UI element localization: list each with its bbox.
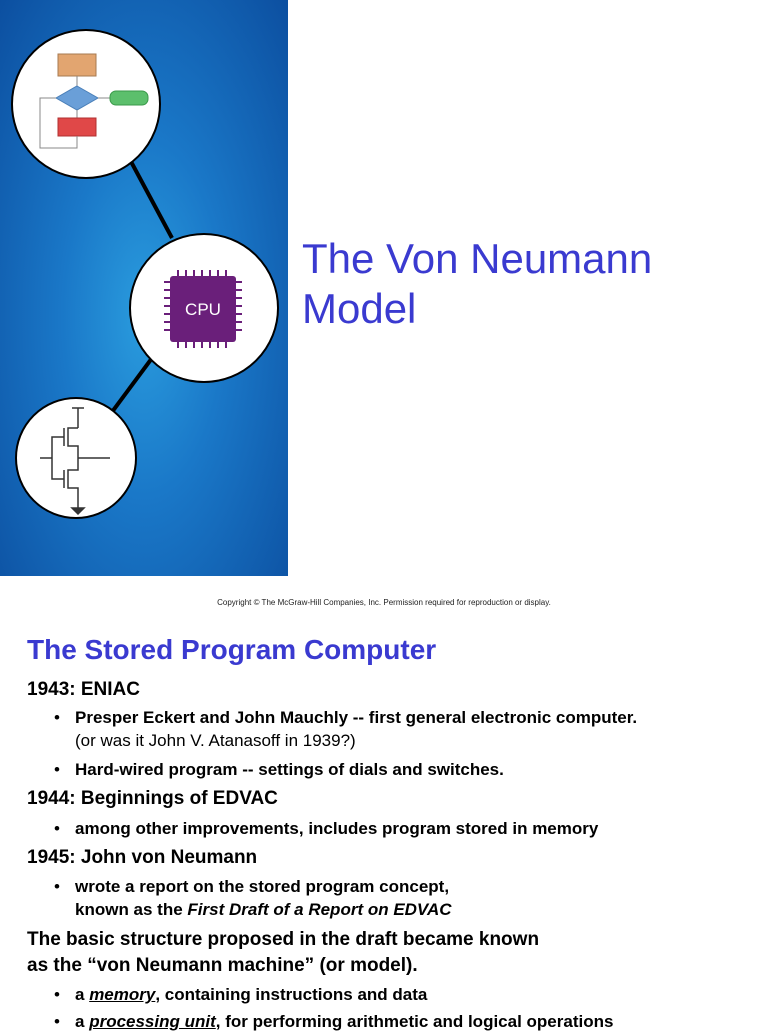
slide-title: The Stored Program Computer <box>27 634 437 665</box>
heading-1944: 1944: Beginnings of EDVAC <box>27 788 278 809</box>
term-memory: memory <box>89 985 156 1004</box>
slide-title: The Von Neumann Model <box>302 235 653 332</box>
bullet-icon: • <box>54 760 60 779</box>
copyright-notice: Copyright © The McGraw-Hill Companies, Inc. Permission required for reproduction or display. <box>217 598 551 607</box>
cpu-chip-icon <box>130 234 278 382</box>
heading-1943: 1943: ENIAC <box>27 679 140 700</box>
arrow-up-icon <box>128 156 172 238</box>
basic-structure-line-2: as the “von Neumann machine” (or model). <box>27 955 418 976</box>
term-processing-unit: processing unit <box>89 1012 216 1031</box>
bullet-icon: • <box>54 1012 60 1031</box>
stored-program-slide: The Stored Program Computer 1943: ENIAC • Presper Eckert and John Mauchly -- first general electronic computer. (or was it John V. Atanasoff in 1939?) • Hard-wired program -- settings of dials and switches. 1944: Beginnings of EDVAC • among other improvements, includes program stored in memory 1945: John von Neumann • wrote a report on the stored program concept, known as the First Draft of a Report on EDVAC The basic structure proposed in the draft became known as the “von Neumann machine” (or model). • a memory, containing instructions and data • a processing unit, for performing arithmetic and logical operations <box>27 634 638 1031</box>
basic-structure-line-1: The basic structure proposed in the draft became known <box>27 929 540 950</box>
abstraction-illustration <box>0 0 288 576</box>
bullet-icon: • <box>54 819 60 838</box>
report-title: First Draft of a Report on EDVAC <box>187 900 452 919</box>
bullet-icon: • <box>54 708 60 727</box>
heading-1945: 1945: John von Neumann <box>27 847 258 868</box>
side-panel <box>0 0 288 576</box>
flowchart-icon <box>12 30 160 178</box>
bullet-icon: • <box>54 877 60 896</box>
cpu-label: CPU <box>185 300 221 319</box>
transistor-circuit-icon <box>16 398 136 518</box>
bullet-icon: • <box>54 985 60 1004</box>
